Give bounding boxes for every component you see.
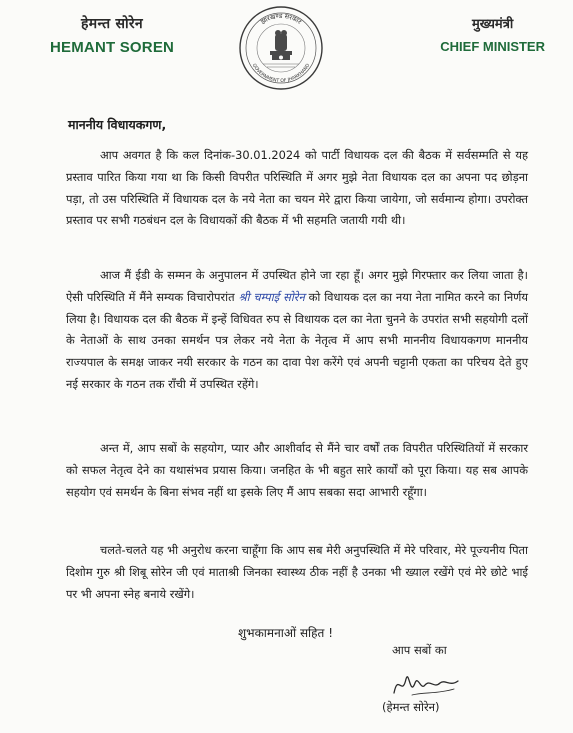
paragraph-1: [66, 145, 528, 232]
letterhead-left: [50, 14, 174, 56]
letterhead-right: [440, 14, 545, 54]
paragraph-2-text-a: आज मैं ईडी के सम्मन के अनुपालन में उपस्थित होने जा रहा हूँ। अगर मुझे गिरफ्तार कर लिया जाता है। ऐसी परिस्थिति में मैंने सम्यक विचारोपरांत: [66, 268, 528, 304]
closing-line: शुभकामनाओं सहित !: [238, 626, 334, 640]
salutation: माननीय विधायकगण,: [68, 117, 167, 132]
handwritten-signature: [388, 667, 468, 703]
name-english: HEMANT SOREN: [50, 39, 175, 56]
paragraph-3-text: अन्त में, आप सबों के सहयोग, प्यार और आशीर्वाद से मैंने चार वर्षों तक विपरीत परिस्थितियों में सरकार को सफल नेतृत्व देने का यथासंभव प्रयास किया। जनहित के भी बहुत सारे कार्यों को पूरा किया। यह सब आपके सहयोग एवं समर्थन के बिना संभव नहीं था इसके लिए मैं आप सबका सदा आभारी रहूँगा।: [66, 441, 528, 499]
designation-english: CHIEF MINISTER: [440, 39, 545, 54]
paragraph-1-text: आप अवगत है कि कल दिनांक-30.01.2024 को पार्टी विधायक दल की बैठक में सर्वसम्मति से यह प्रस्ताव पारित किया गया था कि किसी विपरीत परिस्थिति में अगर मुझे नेता विधायक दल का अपना पद छोड़ना पड़ा, तो उस परिस्थिति में विधायक दल के नये नेता का चयन मेरे द्वारा किया जायेगा, जो सर्वमान्य होगा। उपरोक्त प्रस्ताव पर सभी गठबंधन दल के विधायकों की बैठक में भी सहमति जतायी गयी थी।: [66, 148, 528, 228]
paragraph-2: [66, 265, 528, 396]
designation-hindi: मुख्यमंत्री: [472, 17, 514, 32]
handwritten-name: श्री चम्पाई सोरेन: [238, 289, 305, 304]
paragraph-3: [66, 438, 528, 503]
name-hindi: हेमन्त सोरेन: [81, 16, 144, 32]
paragraph-2-text-b: को विधायक दल का नया नेता नामित करने का निर्णय लिया है। विधायक दल की बैठक में इन्हें विधिवत रुप से विधायक दल का नेता चुनने के उपरांत सभी सहयोगी दलों के नेताओं के साथ उनका समर्थन पत्र लेकर नये नेता के नेतृत्व में आप सभी माननीय विधायकगण माननीय राज्यपाल के समक्ष जाकर नयी सरकार के गठन का दावा पेश करेंगे एवं अपनी चट्टानी एकता का परिचय देते हुए नई सरकार के गठन तक राँची में उपस्थित रहेंगे।: [66, 289, 528, 391]
signatory-name: (हेमन्त सोरेन): [382, 700, 440, 714]
paragraph-4-text: चलते-चलते यह भी अनुरोध करना चाहूँगा कि आप सब मेरी अनुपस्थिति में मेरे परिवार, मेरे पूज्यनीय पिता दिशोम गुरु श्री शिबू सोरेन जी एवं माताश्री जिनका स्वास्थ्य ठीक नहीं है उनका भी ख्याल रखेंगे एवं मेरे छोटे भाई पर भी अपना स्नेह बनाये रखेंगे।: [66, 543, 528, 601]
seal-top-text: झारखण्ड सरकार: [259, 11, 303, 26]
paragraph-4: [66, 540, 528, 605]
svg-text:GOVERNMENT OF JHARKHAND: [251, 62, 312, 84]
seal-bottom-text: GOVERNMENT OF JHARKHAND: [250, 63, 312, 85]
sign-off-line: आप सबों का: [392, 643, 447, 657]
state-seal-emblem: [237, 4, 325, 92]
